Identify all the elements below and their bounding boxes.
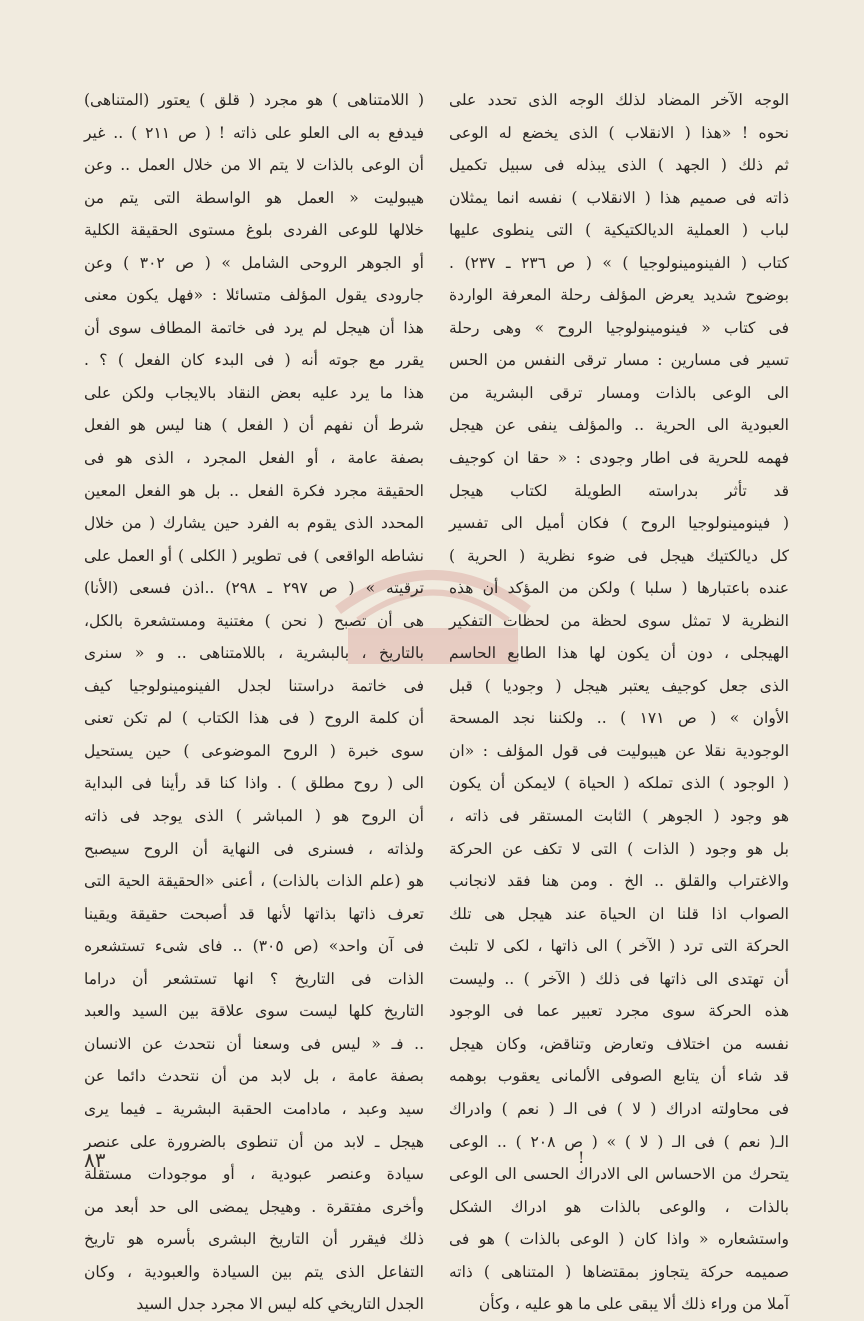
text-line: ترقيته » ( ص ٢٩٧ ـ ٢٩٨) ..اذن فسعى (الأنا): [84, 579, 424, 598]
text-line: نفسه من اختلاف وتعارض وتناقض، وكان هيجل: [449, 1034, 789, 1053]
text-line: واستشعاره « واذا كان ( الوعى بالذات ) هو فى: [449, 1230, 789, 1249]
text-line: أن الروح هو ( المباشر ) الذى يوجد فى ذاته: [84, 807, 424, 826]
text-line: ذلك فيقرر أن التاريخ البشرى بأسره هو تاريخ: [84, 1230, 424, 1249]
text-line: الذى جعل كوجيف يعتبر هيجل ( وجوديا ) قبل: [449, 676, 789, 695]
text-line: الهيجلى ، دون أن يكون لها هذا الطابع الحاسم: [449, 644, 789, 663]
text-line: الـ( نعم ) فى الـ ( لا ) » ( ص ٢٠٨ ) .. الوعى: [449, 1132, 789, 1151]
text-line: نحوه ! «هذا ( الانقلاب ) الذى يخضع له الوعى: [449, 123, 789, 142]
text-line: الوجه الآخر المضاد لذلك الوجه الذى تحدد على: [449, 91, 789, 109]
text-line: هذه الحركة سوى مجرد تعبير عما فى الوجود: [449, 1002, 789, 1021]
text-line: أن تهتدى الى ذاتها فى ذلك ( الآخر ) .. وليست: [449, 969, 789, 988]
text-line: كل ديالكتيك هيجل فى ضوء نظرية ( الحرية ): [449, 546, 789, 565]
text-line: قد شاء أن يتابع الصوفى الألمانى يعقوب بوهمه: [449, 1067, 789, 1086]
text-line: هذا أن هيجل لم يرد فى خاتمة المطاف سوى أن: [84, 318, 424, 337]
page-number: ٨٣: [84, 1148, 106, 1172]
text-line: هيجل ـ لابد من أن تنطوى بالضرورة على عنصر: [84, 1132, 424, 1151]
text-line: تعرف ذاتها بذاتها لأنها قد أصبحت حقيقة ويقينا: [84, 904, 424, 923]
text-line: فيدفع به الى العلو على ذاته ! ( ص ٢١١ ) .. غير: [84, 123, 424, 142]
text-line: آملا من وراء ذلك ألا يبقى على ما هو عليه ، وكأن: [478, 1295, 789, 1314]
text-line: ذاته فى صميم هذا ( الانقلاب ) نفسه انما يمثلان: [449, 188, 789, 207]
text-line: تسير فى مسارين : مسار ترقى النفس من الحس: [449, 351, 789, 370]
text-line: بالذات ، والوعى بالذات هو ادراك الشكل: [449, 1197, 789, 1216]
text-line: بصفة عامة ، بل لابد من أن نتحدث دائما عن: [84, 1067, 424, 1086]
text-line: ( الوجود ) الذى تملكه ( الحياة ) لايمكن أن يكون: [449, 774, 789, 793]
text-line: صميمه حركة يتجاوز بمقتضاها ( المتناهى ) ذاته: [449, 1262, 789, 1281]
text-line: سيد وعبد ، مادامت الحقبة البشرية ـ فيما يرى: [84, 1099, 424, 1118]
text-line: الى ( روح مطلق ) . واذا كنا قد رأينا فى البداية: [84, 774, 424, 793]
text-line: هى أن تصبح ( نحن ) مغتنية ومستشعرة بالكل،: [84, 611, 424, 630]
text-line: الوجودية نقلا عن هيبوليت فى قول المؤلف : «ان: [449, 741, 789, 760]
text-line: الجدل التاريخي كله ليس الا مجرد جدل السيد: [136, 1295, 424, 1314]
text-line: أن كلمة الروح ( فى هذا الكتاب ) لم تكن تعنى: [84, 709, 424, 728]
text-line: نشاطه الواقعى ) فى تطوير ( الكلى ) أو العمل على: [84, 546, 424, 565]
text-line: الى الوعى بالذات ومسار ترقى البشرية من: [449, 383, 789, 402]
text-line: شرط أن نفهم أن ( الفعل ) هنا ليس هو الفعل: [84, 416, 424, 435]
footer-mark: !: [578, 1148, 585, 1167]
text-line: هذا ما يرد عليه بعض النقاد بالايجاب ولكن على: [84, 383, 424, 402]
text-line: ثم ذلك ( الجهد ) الذى يبذله فى سبيل تكميل: [449, 156, 789, 175]
text-line: سوى خبرة ( الروح الموضوعى ) حين يستحيل: [84, 741, 424, 760]
text-line: هو وجود ( الجوهر ) الثابت المستقر فى ذاته ،: [449, 807, 789, 826]
text-line: العبودية الى الحرية .. والمؤلف ينفى عن هيجل: [449, 416, 789, 435]
text-line: الصواب اذا قلنا ان الحياة عند هيجل هى تلك: [449, 904, 789, 923]
text-line: ( اللامتناهى ) هو مجرد ( قلق ) يعتور (المتناهى): [84, 91, 424, 109]
text-line: الحقيقة مجرد فكرة الفعل .. بل هو الفعل المعين: [84, 481, 424, 500]
text-line: بوضوح شديد يعرض المؤلف رحلة المعرفة الواردة: [449, 286, 789, 305]
text-line: التاريخ كلها ليست سوى علاقة بين السيد والعبد: [84, 1002, 424, 1021]
text-line: التفاعل الذى يتم بين السيادة والعبودية ، وكان: [84, 1262, 424, 1281]
text-line: بل هو وجود ( الذات ) التى لا تكف عن الحركة: [449, 839, 789, 858]
text-line: قد تأثر بدراسته الطويلة لكتاب هيجل: [449, 481, 789, 500]
text-line: أن الوعى بالذات لا يتم الا من خلال العمل .. وعن: [84, 156, 424, 175]
text-line: لباب ( العملية الديالكتيكية ) التى ينطوى عليها: [449, 221, 789, 240]
right-text-column: [449, 84, 789, 1314]
text-line: بالتاريخ ، بالبشرية ، باللامتناهى .. و « سنرى: [84, 644, 424, 663]
text-line: خلالها للوعى الفردى بلوغ مستوى الحقيقة الكلية: [84, 221, 424, 240]
text-line: سيادة وعنصر عبودية ، أو موجودات مستقلة: [84, 1165, 424, 1184]
text-line: يتحرك من الاحساس الى الادراك الحسى الى الوعى: [449, 1165, 789, 1184]
text-line: الأوان » ( ص ١٧١ ) .. ولكننا نجد المسحة: [449, 709, 789, 728]
text-line: جارودى يقول المؤلف متسائلا : «فهل يكون معنى: [84, 286, 424, 305]
text-line: كتاب ( الفينومينولوجيا ) » ( ص ٢٣٦ ـ ٢٣٧) .: [449, 253, 789, 272]
text-line: فى آن واحد» (ص ٣٠٥) .. فاى شىء تستشعره: [84, 937, 424, 956]
text-line: هيبوليت « العمل هو الواسطة التى يتم من: [84, 188, 424, 207]
text-line: أو الجوهر الروحى الشامل » ( ص ٣٠٢ ) وعن: [84, 253, 424, 272]
text-line: فى كتاب « فينومينولوجيا الروح » وهى رحلة: [449, 318, 789, 337]
text-line: ولذاته ، فسنرى فى النهاية أن الروح سيصبح: [84, 839, 424, 858]
text-line: الحركة التى ترد ( الآخر ) الى ذاتها ، لكى لا تلبث: [449, 937, 789, 956]
text-line: المحدد الذى يقوم به الفرد حين يشارك ( من خلال: [84, 514, 424, 533]
text-line: .. فـ « ليس فى وسعنا أن نتحدث عن الانسان: [84, 1034, 424, 1053]
text-line: ( فينومينولوجيا الروح ) فكان أميل الى تفسير: [449, 514, 789, 533]
text-line: عنده باعتبارها ( سلبا ) ولكن من المؤكد أن هذه: [449, 579, 789, 598]
text-line: فى محاولته ادراك ( لا ) فى الـ ( نعم ) وادراك: [449, 1099, 789, 1118]
text-line: بصفة عامة ، أو الفعل المجرد ، الذى هو فى: [84, 449, 424, 468]
text-line: الذات فى التاريخ ؟ انها تستشعر أن دراما: [84, 969, 424, 988]
text-line: يقرر مع جوته أنه ( فى البدء كان الفعل ) ؟ .: [84, 351, 424, 370]
text-line: فهمه للحرية فى اطار وجودى : « حقا ان كوجيف: [449, 449, 789, 468]
text-line: فى خاتمة دراستنا لجدل الفينومينولوجيا كيف: [84, 676, 424, 695]
text-line: النظرية لا تمثل سوى لحظة من لحظات التفكير: [449, 611, 789, 630]
text-line: والاغتراب والقلق .. الخ . ومن هنا فقد لانجانب: [449, 872, 789, 891]
text-line: وأخرى مفتقرة . وهيجل يمضى الى حد أبعد من: [84, 1197, 424, 1216]
text-line: هو (علم الذات بالذات) ، أعنى «الحقيقة الحية التى: [84, 872, 424, 891]
